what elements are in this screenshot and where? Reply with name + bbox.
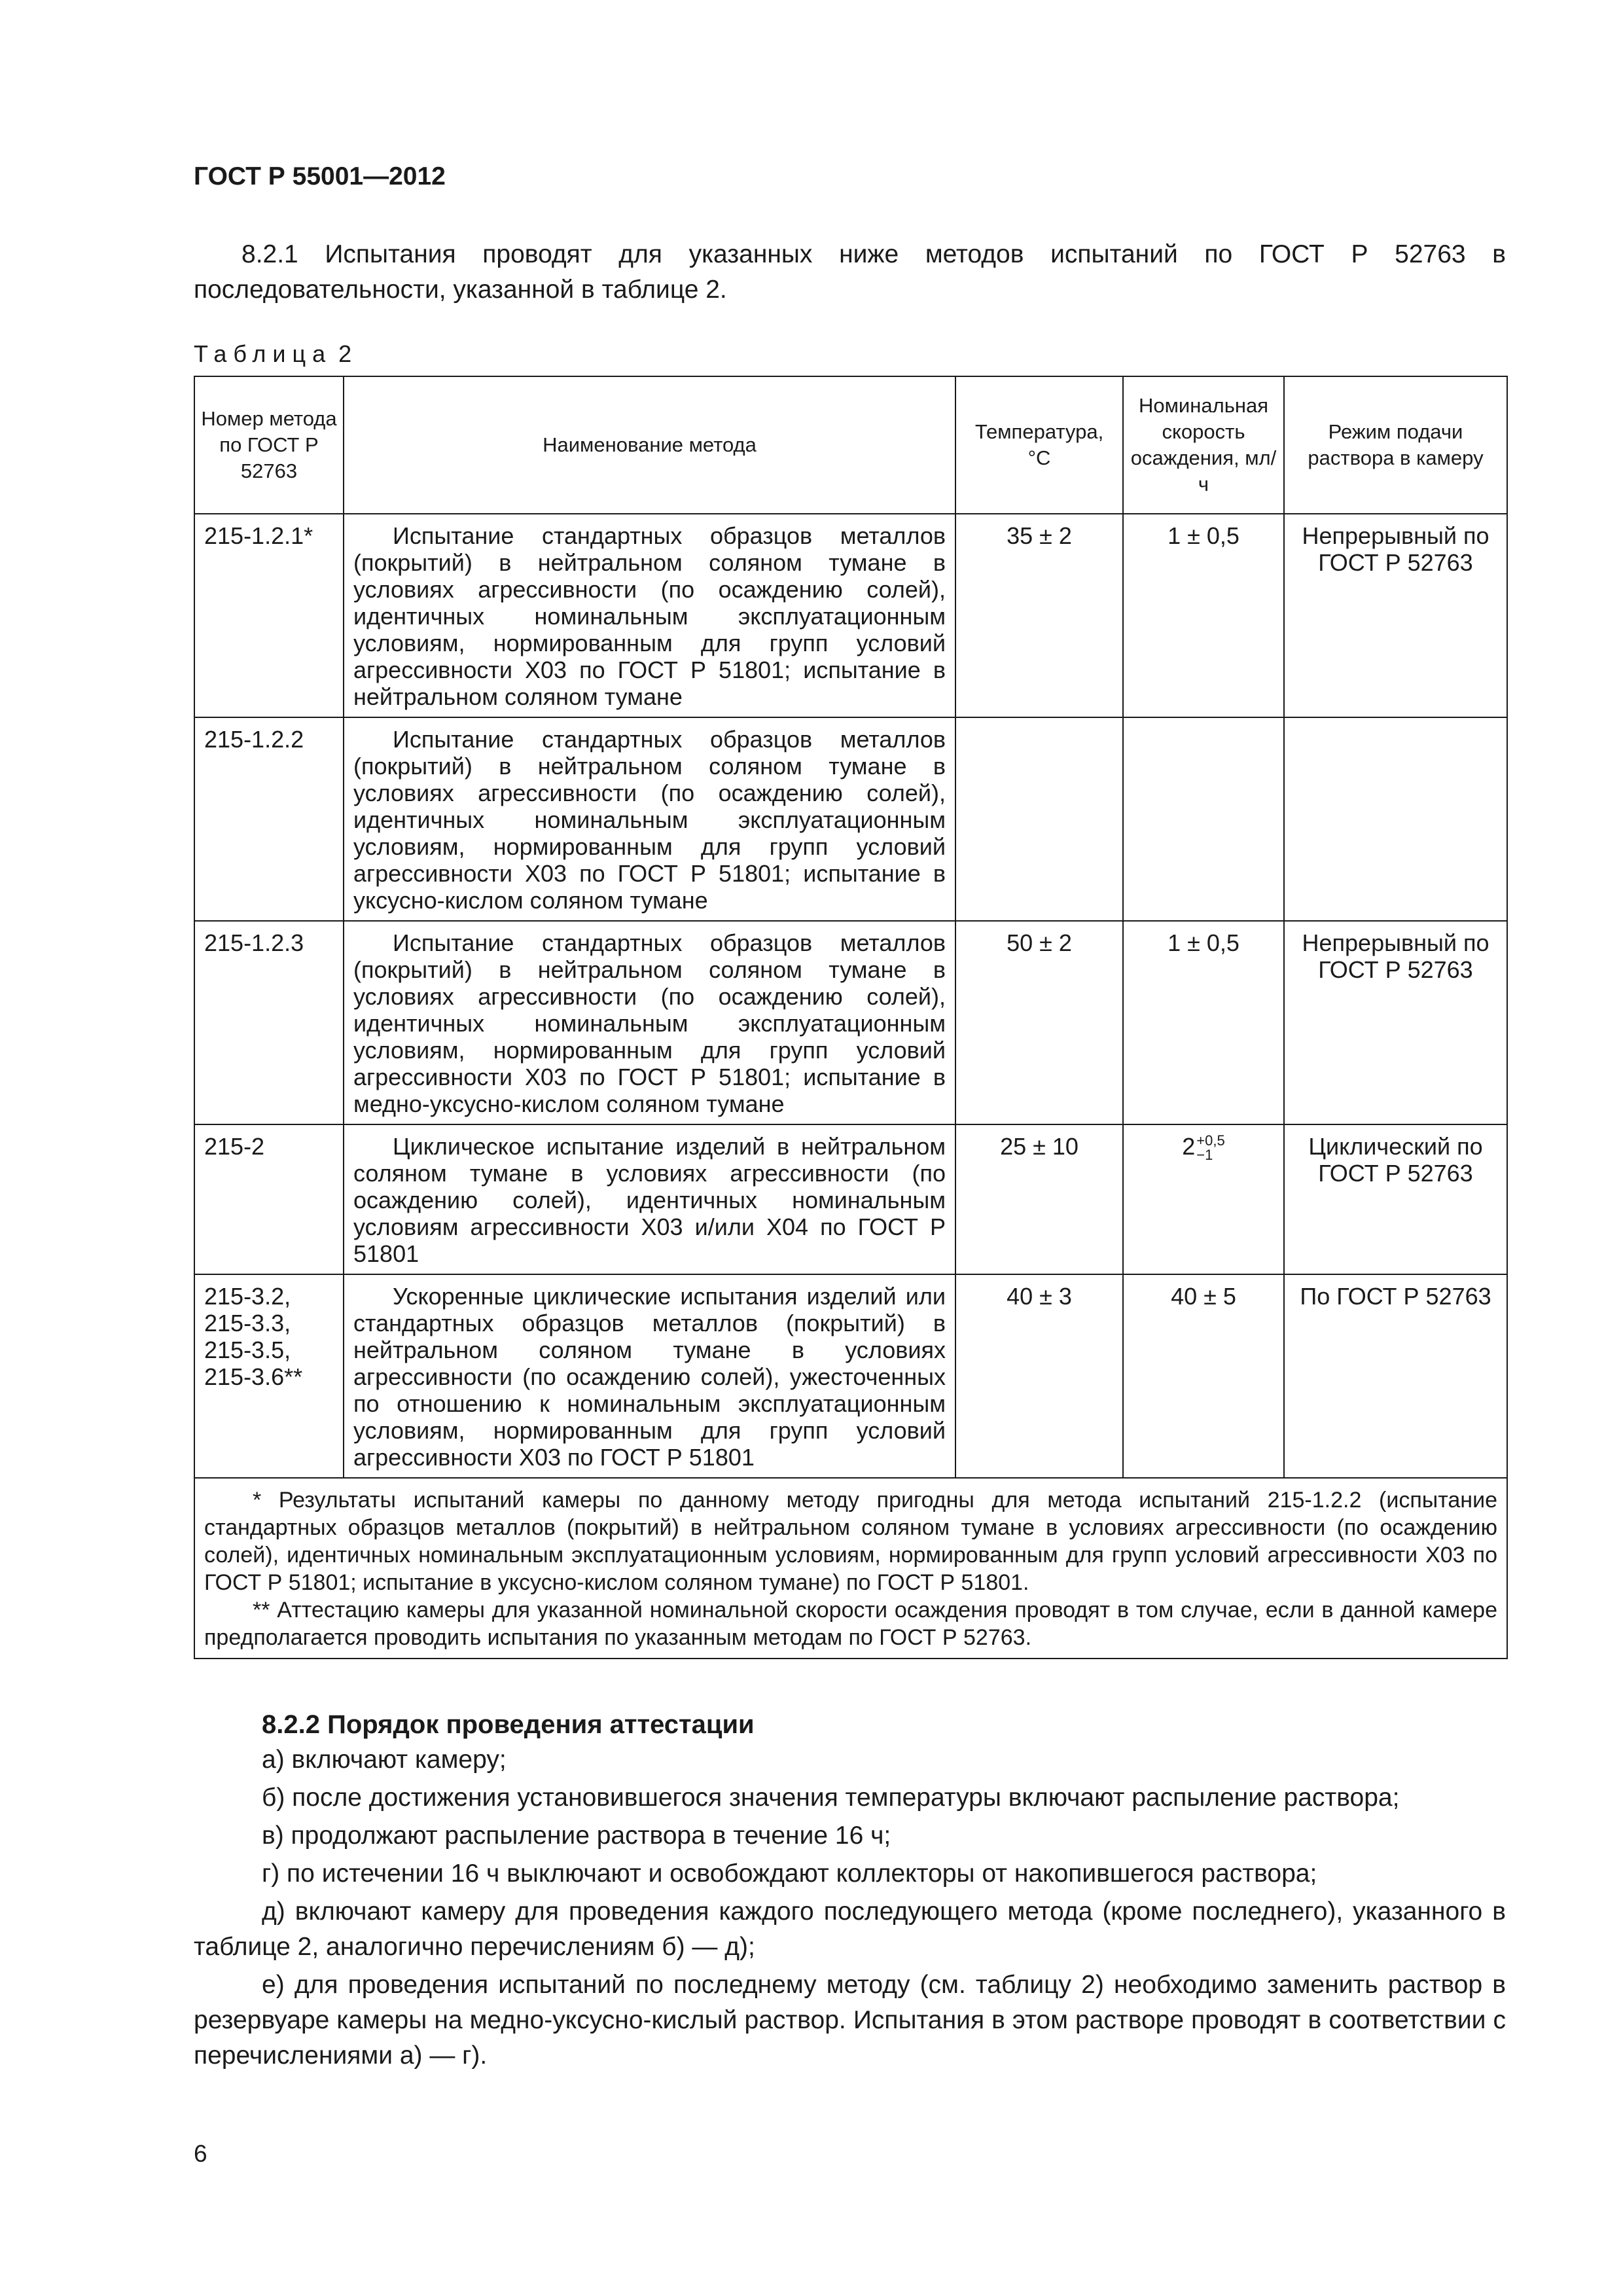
row-temperature: 50 ± 2 xyxy=(955,921,1123,1124)
row-method-name-text: Испытание стандартных образцов металлов (покрытий) в нейтральном соляном тумане в условиях агрессивности (по осаждению солей), идентичных номинальным эксплуатационным условиям, нормированным для групп условий агрессивности Х03 по ГОСТ Р 51801; испытание в уксусно-кислом соляном тумане xyxy=(353,726,946,914)
row-temperature: 35 ± 2 xyxy=(955,514,1123,717)
table-row xyxy=(194,514,1507,717)
method-number-line: 215-3.2, xyxy=(204,1283,291,1310)
method-number-line: 215-3.5, xyxy=(204,1336,291,1363)
row-temperature: 25 ± 10 xyxy=(955,1124,1123,1274)
row-temperature xyxy=(955,717,1123,921)
row-method-name-text: Испытание стандартных образцов металлов (покрытий) в нейтральном соляном тумане в условиях агрессивности (по осаждению солей), идентичных номинальным эксплуатационным условиям, нормированным для групп условий агрессивности Х03 по ГОСТ Р 51801; испытание в нейтральном соляном тумане xyxy=(353,522,946,710)
table-header-row xyxy=(194,376,1507,514)
row-mode: Циклический по ГОСТ Р 52763 xyxy=(1284,1124,1507,1274)
row-method-name xyxy=(344,1274,955,1478)
row-method-number: 215-1.2.2 xyxy=(194,717,344,921)
table-row xyxy=(194,1124,1507,1274)
row-mode: Непрерывный по ГОСТ Р 52763 xyxy=(1284,921,1507,1124)
list-item: д) включают камеру для проведения каждого последующего метода (кроме последнего), указанного в таблице 2, аналогично перечислениям б) — д); xyxy=(194,1897,1506,1961)
table-row xyxy=(194,1274,1507,1478)
row-rate xyxy=(1123,1124,1284,1274)
row-method-name-text: Ускоренные циклические испытания изделий или стандартных образцов металлов (покрытий) в нейтральном соляном тумане в условиях агрессивности (по осаждению солей), ужесточенных по отношению к номинальным эксплуатационным условиям, нормированным для групп условий агрессивности Х03 по ГОСТ Р 51801 xyxy=(353,1283,946,1471)
table-row xyxy=(194,921,1507,1124)
page-number: 6 xyxy=(194,2140,207,2167)
list-item: е) для проведения испытаний по последнему методу (см. таблицу 2) необходимо заменить раствор в резервуаре камеры на медно-уксусно-кислый раствор. Испытания в этом растворе проводят в соответствии с перечислениями а) — г). xyxy=(194,1971,1506,2070)
list-item: в) продолжают распыление раствора в течение 16 ч; xyxy=(262,1821,891,1850)
row-mode: Непрерывный по ГОСТ Р 52763 xyxy=(1284,514,1507,717)
row-mode: По ГОСТ Р 52763 xyxy=(1284,1274,1507,1478)
method-number-line: 215-3.3, xyxy=(204,1310,291,1336)
table-note: * Результаты испытаний камеры по данному методу пригодны для метода испытаний 215-1.2.2 (испытание стандартных образцов металлов (покрытий) в нейтральном соляном тумане в условиях агрессивности (по осаждению солей), идентичных номинальным эксплуатационным условиям, нормированным для групп условий агрессивности Х03 по ГОСТ Р 51801; испытание в уксусно-кислом соляном тумане) по ГОСТ Р 51801. xyxy=(204,1488,1497,1595)
section-title: 8.2.2 Порядок проведения аттестации xyxy=(262,1710,755,1739)
list-item: б) после достижения установившегося значения температуры включают распыление раствора; xyxy=(262,1784,1400,1812)
row-method-number: 215-1.2.3 xyxy=(194,921,344,1124)
row-method-name xyxy=(344,921,955,1124)
row-mode xyxy=(1284,717,1507,921)
row-method-name xyxy=(344,514,955,717)
row-method-name xyxy=(344,1124,955,1274)
rate-base: 2 xyxy=(1182,1133,1196,1160)
header-method-name: Наименование метода xyxy=(344,376,955,514)
intro-paragraph: 8.2.1 Испытания проводят для указанных ниже методов испытаний по ГОСТ Р 52763 в последовательности, указанной в таблице 2. xyxy=(194,240,1506,304)
row-rate: 1 ± 0,5 xyxy=(1123,514,1284,717)
method-number-line: 215-3.6** xyxy=(204,1363,303,1390)
table-caption-number: 2 xyxy=(338,340,352,367)
row-method-number: 215-1.2.1* xyxy=(194,514,344,717)
header-supply-mode: Режим подачи раствора в камеру xyxy=(1284,376,1507,514)
rate-upper-tolerance: +0,5 xyxy=(1196,1132,1225,1149)
row-method-number xyxy=(194,1274,344,1478)
section-8-2-2 xyxy=(194,1707,1506,2076)
table-caption xyxy=(194,340,351,368)
table-row xyxy=(194,717,1507,921)
table-notes xyxy=(194,1478,1507,1659)
rate-lower-tolerance: −1 xyxy=(1196,1147,1213,1164)
header-temperature: Температура, °С xyxy=(955,376,1123,514)
row-method-name xyxy=(344,717,955,921)
list-item: г) по истечении 16 ч выключают и освобождают коллекторы от накопившегося раствора; xyxy=(262,1859,1317,1888)
table-caption-word: Таблица xyxy=(194,340,332,367)
row-method-name-text: Циклическое испытание изделий в нейтральном соляном тумане в условиях агрессивности (по осаждению солей), идентичных номинальным условиям агрессивности Х03 и/или Х04 по ГОСТ Р 51801 xyxy=(353,1133,946,1267)
table-note: ** Аттестацию камеры для указанной номинальной скорости осаждения проводят в том случае, если в данной камере предполагается проводить испытания по указанным методам по ГОСТ Р 52763. xyxy=(204,1598,1497,1650)
rate-tolerance xyxy=(1196,1134,1224,1162)
row-rate: 40 ± 5 xyxy=(1123,1274,1284,1478)
row-temperature: 40 ± 3 xyxy=(955,1274,1123,1478)
row-rate xyxy=(1123,717,1284,921)
methods-table xyxy=(194,376,1508,1659)
table-notes-row xyxy=(194,1478,1507,1659)
row-method-name-text: Испытание стандартных образцов металлов (покрытий) в нейтральном соляном тумане в условиях агрессивности (по осаждению солей), идентичных номинальным эксплуатационным условиям, нормированным для групп условий агрессивности Х03 по ГОСТ Р 51801; испытание в медно-уксусно-кислом соляном тумане xyxy=(353,929,946,1117)
row-rate: 1 ± 0,5 xyxy=(1123,921,1284,1124)
header-method-number: Номер метода по ГОСТ Р 52763 xyxy=(194,376,344,514)
header-deposition-rate: Номинальная скорость осаждения, мл/ч xyxy=(1123,376,1284,514)
row-method-number: 215-2 xyxy=(194,1124,344,1274)
document-header: ГОСТ Р 55001—2012 xyxy=(194,162,446,190)
list-item: а) включают камеру; xyxy=(262,1746,507,1774)
